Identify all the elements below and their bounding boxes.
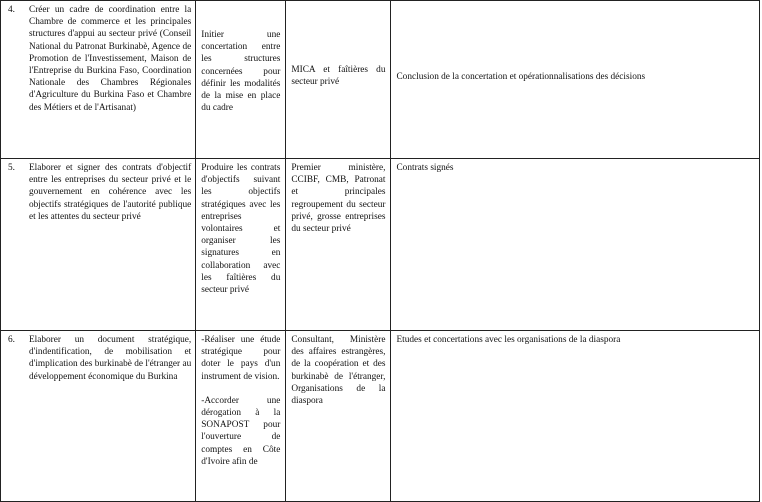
measures-cell [196,1,286,159]
indicator-text: Conclusion de la concertation et opérationnalisations des décisions [396,72,646,82]
measures-cell [196,331,286,502]
actors-text: MICA et faîtières du secteur privé [291,65,386,88]
action-cell [1,331,196,502]
indicator-cell [391,1,760,159]
row-number: 6. [8,335,15,345]
indicator-cell [391,331,760,502]
actors-text: Consultant, Ministère des affaires estrangères, de la coopération et des burkinabè de l'étranger, Organisations de la diaspora [291,335,386,407]
indicator-text: Etudes et concertations avec les organisations de la diaspora [396,335,621,345]
actors-cell [286,159,391,331]
actors-text: Premier ministère, CCIBF, CMB, Patronat et principales regroupement du secteur privé, grosse entreprises du secteur privé [291,163,386,235]
row-number: 5. [8,163,15,173]
actors-cell [286,1,391,159]
action-text: Créer un cadre de coordination entre la Chambre de commerce et les principales structures d'appui au secteur privé (Conseil National du Patronat Burkinabè, Agence de Promotion de l'Investissement, Maison de l'Entreprise du Burkina Faso, Coordination Nationale des Chambres Régionales d'Agriculture du Burkina Faso et Chambre des Métiers et de l'Artisanat) [29,5,192,113]
action-cell [1,159,196,331]
measures-cell [196,159,286,331]
measure-text: -Accorder une dérogation à la SONAPOST pour l'ouverture de comptes en Côte d'Ivoire afin de [201,395,281,467]
indicator-text: Contrats signés [396,163,454,173]
table-row [1,159,760,331]
measure-text: Produire les contrats d'objectifs suivant les objectifs stratégiques avec les entreprises volontaires et organiser les signatures en collaboration avec les faîtières du secteur privé [201,163,281,296]
action-text: Elaborer et signer des contrats d'objectif entre les entreprises du secteur privé et le gouvernement en cohérence avec les objectifs stratégiques de l'autorité publique et les attentes du secteur privé [29,163,192,222]
table-row [1,331,760,502]
table-row [1,1,760,159]
actors-cell [286,331,391,502]
measure-text: -Réaliser une étude stratégique pour doter le pays d'un instrument de vision. [201,335,281,382]
action-cell [1,1,196,159]
indicator-cell [391,159,760,331]
action-text: Elaborer un document stratégique, d'indentification, de mobilisation et d'implication des burkinabè de l'étranger au développement économique du Burkina [29,335,192,382]
row-number: 4. [8,5,15,15]
measure-text: Initier une concertation entre les structures concernées pour définir les modalités de la mise en place du cadre [201,30,281,114]
